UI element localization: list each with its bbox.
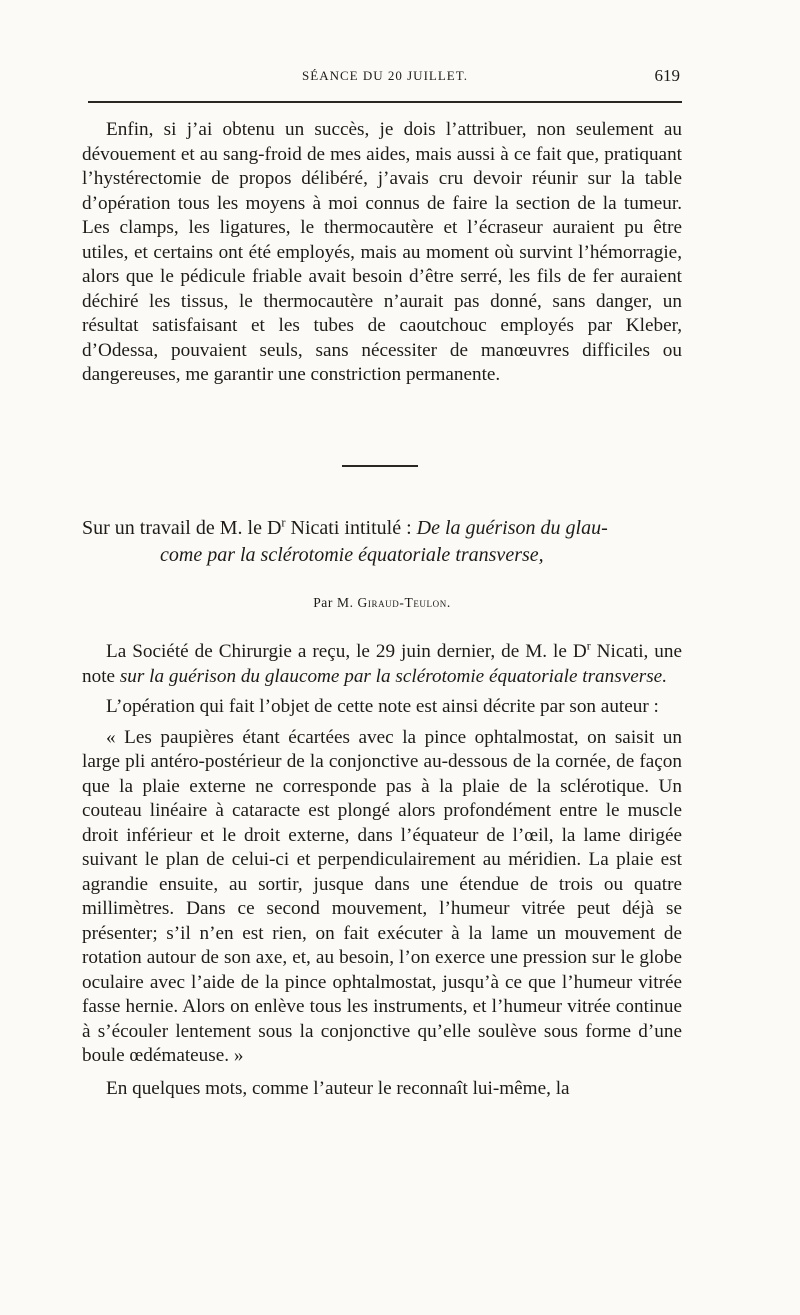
byline [82, 595, 682, 611]
header-rule [88, 101, 682, 103]
paragraph-text: Enfin, si j’ai obtenu un succès, je dois l’attribuer, non seulement au dévouement et au sang-froid de mes aides, mais aussi à ce fait que, pratiquant l’hystérectomie de propos délibéré, j’avais cru devoir réunir sur la table d’opération tous les moyens à moi connus de faire la section de la tumeur. Les clamps, les ligatures, le thermocautère et l’écraseur auraient pu être utiles, et certains ont été employés, mais au moment où survint l’hémorragie, alors que le pédicule friable avait besoin d’être serré, les fils de fer auraient déchiré les tissus, le thermocautère n’aurait pas donné, sans danger, un résultat satisfaisant et les tubes de caoutchouc employés par Kleber, d’Odessa, pouvaient seuls, sans nécessiter de manœuvres difficiles ou dangereuses, me garantir une constriction permanente. [82, 119, 682, 385]
article-title [82, 515, 682, 569]
title-sup: r [281, 515, 286, 530]
page-header [88, 68, 682, 90]
running-title: SÉANCE DU 20 JUILLET. [302, 68, 468, 83]
page-number: 619 [654, 66, 680, 85]
title-line-1 [82, 515, 682, 542]
byline-par: Par M. [313, 595, 358, 610]
paragraph-1 [82, 640, 682, 689]
article-body [82, 640, 682, 1107]
paragraph-2: L’opération qui fait l’objet de cette note est ainsi décrite par son auteur : [106, 696, 659, 717]
p1-italic: sur la guérison du glaucome par la sclérotomie équatoriale transverse. [119, 665, 667, 687]
title-line-2 [82, 542, 682, 569]
closing-paragraph [82, 118, 682, 388]
byline-author: Giraud-Teulon. [357, 595, 451, 610]
paragraph-4: En quelques mots, comme l’auteur le reconnaît lui-même, la [106, 1077, 570, 1099]
title-mid: Nicati intitulé : [285, 517, 417, 539]
title-prefix: Sur un travail de M. le D [82, 517, 282, 539]
p1-mid: Nicati, une note [82, 641, 682, 687]
p1-pre: La Société de Chirurgie a reçu, le 29 juin dernier, de M. le D [106, 641, 587, 662]
p1-sup: r [586, 638, 591, 653]
title-italic-2: come par la sclérotomie équatoriale transverse, [160, 544, 544, 566]
quoted-paragraph: « Les paupières étant écartées avec la pince ophtalmostat, on saisit un large pli antéro-postérieur de la conjonctive au-dessous de la cornée, de façon que la plaie externe ne corresponde pas à la plaie de la sclérotique. Un couteau linéaire à cataracte est plongé alors profondément entre le muscle droit inférieur et le droit externe, dans l’équateur de l’œil, la lame dirigée suivant le plan de celui-ci et perpendiculairement au méridien. La plaie est agrandie ensuite, au sortir, jusque dans une étendue de trois ou quatre millimètres. Dans ce second mouvement, l’humeur vitrée peut déjà se présenter; s’il n’en est rien, on fait exécuter à la lame un mouvement de rotation autour de son axe, et, au besoin, l’on exerce une pression sur le globe oculaire avec l’aide de la pince ophtalmostat, jusqu’à ce que l’humeur vitrée fasse hernie. Alors on enlève tous les instruments, et l’humeur vitrée continue à s’écouler lentement sous la conjonctive qu’elle soulève sous forme d’une boule œdémateuse. » [82, 726, 682, 1066]
title-italic-1: De la guérison du glau- [416, 517, 608, 539]
section-separator [342, 465, 418, 467]
